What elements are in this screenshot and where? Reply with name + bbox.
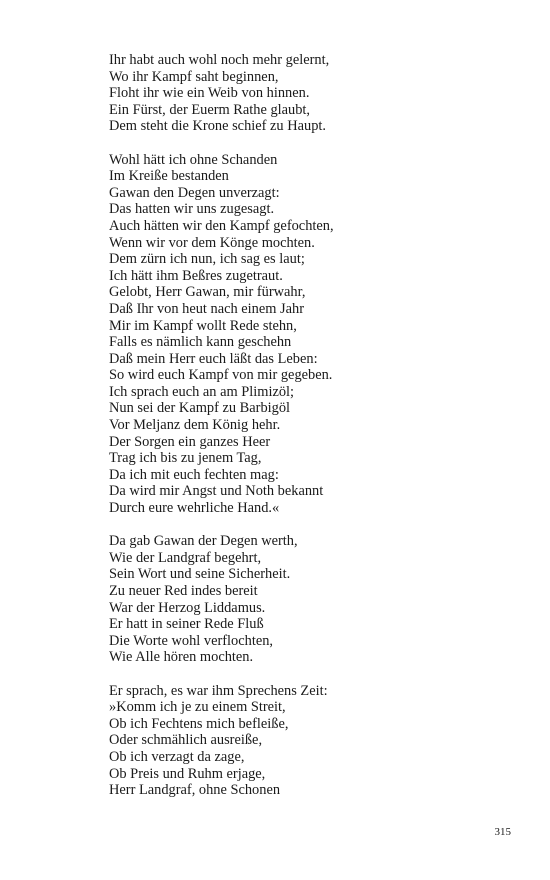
verse-line: Der Sorgen ein ganzes Heer: [109, 433, 271, 450]
stanza: [109, 533, 509, 666]
verse-line: Auch hätten wir den Kampf gefochten,: [109, 217, 334, 234]
stanza: [109, 52, 509, 135]
verse-line: Vor Meljanz dem König hehr.: [109, 417, 281, 434]
verse-line: Sein Wort und seine Sicherheit.: [109, 566, 291, 583]
verse-line: Da gab Gawan der Degen werth,: [109, 533, 298, 550]
verse-line: »Komm ich je zu einem Streit,: [109, 699, 286, 716]
poem-text: [109, 52, 509, 815]
verse-line: Durch eure wehrliche Hand.«: [109, 500, 280, 517]
verse-line: Ich sprach euch an am Plimizöl;: [109, 383, 295, 400]
verse-line: Das hatten wir uns zugesagt.: [109, 201, 275, 218]
verse-line: Er sprach, es war ihm Sprechens Zeit:: [109, 682, 328, 699]
verse-line: Daß mein Herr euch läßt das Leben:: [109, 350, 318, 367]
verse-line: Wohl hätt ich ohne Schanden: [109, 151, 278, 168]
verse-line: Trag ich bis zu jenem Tag,: [109, 450, 262, 467]
verse-line: Daß Ihr von heut nach einem Jahr: [109, 300, 305, 317]
verse-line: Wie Alle hören mochten.: [109, 649, 254, 666]
verse-line: So wird euch Kampf von mir gegeben.: [109, 367, 333, 384]
stanza: [109, 152, 509, 517]
verse-line: Wenn wir vor dem Könge mochten.: [109, 234, 315, 251]
verse-line: Gelobt, Herr Gawan, mir fürwahr,: [109, 284, 306, 301]
verse-line: Zu neuer Red indes bereit: [109, 583, 258, 599]
verse-line: Mir im Kampf wollt Rede stehn,: [109, 317, 297, 334]
verse-line: War der Herzog Liddamus.: [109, 599, 266, 616]
verse-line: Ein Fürst, der Euerm Rathe glaubt,: [109, 101, 311, 118]
stanza: [109, 683, 509, 799]
verse-line: Floht ihr wie ein Weib von hinnen.: [109, 85, 310, 102]
verse-line: Ob Preis und Ruhm erjage,: [109, 765, 266, 782]
verse-line: Dem zürn ich nun, ich sag es laut;: [109, 251, 305, 268]
verse-line: Die Worte wohl verflochten,: [109, 632, 274, 649]
verse-line: Er hatt in seiner Rede Fluß: [109, 616, 264, 633]
verse-line: Wo ihr Kampf saht beginnen,: [109, 68, 279, 85]
verse-line: Falls es nämlich kann geschehn: [109, 334, 292, 351]
verse-line: Wie der Landgraf begehrt,: [109, 549, 262, 566]
verse-line: Herr Landgraf, ohne Schonen: [109, 782, 281, 799]
verse-line: Da wird mir Angst und Noth bekannt: [109, 483, 324, 500]
verse-line: Ich hätt ihm Beßres zugetraut.: [109, 267, 283, 284]
verse-line: Oder schmählich ausreiße,: [109, 732, 263, 749]
verse-line: Nun sei der Kampf zu Barbigöl: [109, 400, 291, 417]
verse-line: Dem steht die Krone schief zu Haupt.: [109, 118, 326, 135]
page-number: 315: [494, 826, 511, 838]
verse-line: Gawan den Degen unverzagt:: [109, 184, 280, 201]
verse-line: Ob ich Fechtens mich befleiße,: [109, 715, 289, 732]
verse-line: Im Kreiße bestanden: [109, 168, 229, 185]
verse-line: Ihr habt auch wohl noch mehr gelernt,: [109, 52, 330, 68]
verse-line: Da ich mit euch fechten mag:: [109, 466, 279, 483]
verse-line: Ob ich verzagt da zage,: [109, 748, 245, 765]
